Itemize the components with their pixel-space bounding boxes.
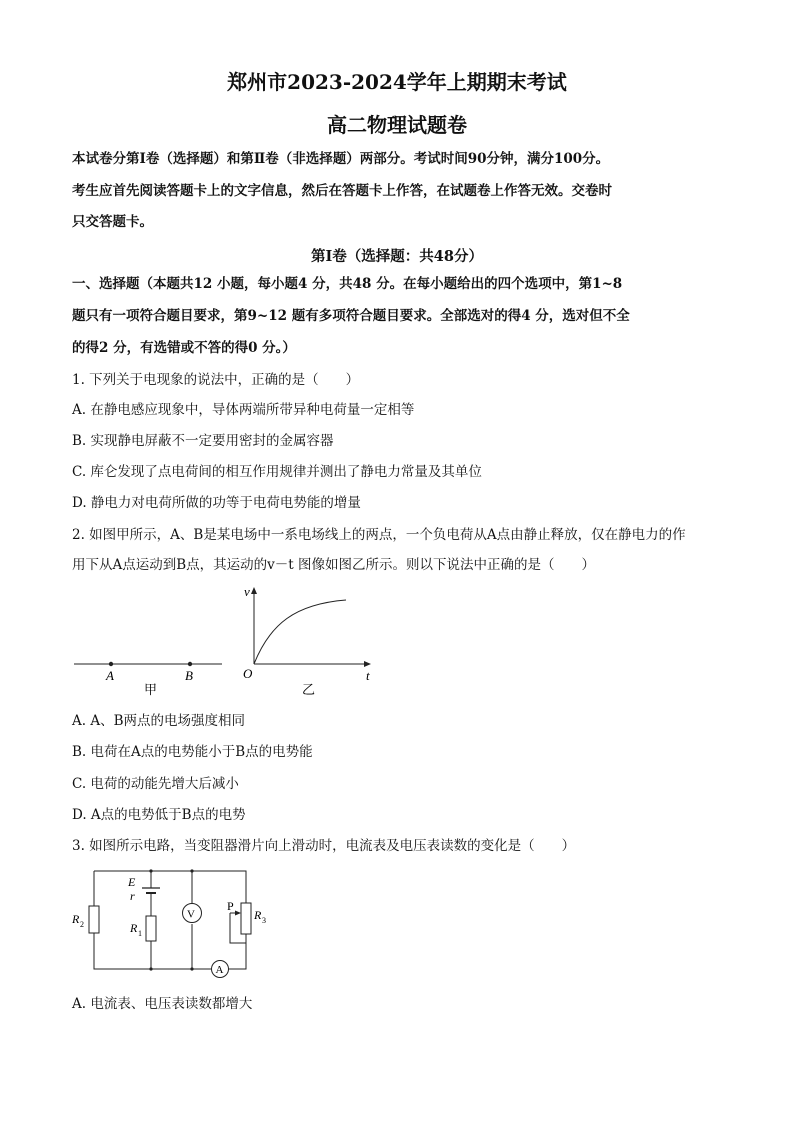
slider-p-label: P [227,899,234,913]
slider-arrow [235,911,241,916]
circuit-top-wire [94,871,246,903]
q2-stem-2: 用下从A点运动到B点，其运动的v－t 图像如图乙所示。则以下说法中正确的是（ ） [72,557,596,573]
section-instruction-1: 一、选择题（本题共12 小题，每小题4 分，共48 分。在每小题给出的四个选项中，第1~8 [72,276,623,292]
q2-option-c: C. 电荷的动能先增大后减小 [72,776,239,792]
r2-subscript: 2 [80,920,84,929]
point-a-dot [109,662,113,666]
q1-option-c: C. 库仑发现了点电荷间的相互作用规律并测出了静电力常量及其单位 [72,464,482,480]
r1-subscript: 1 [138,929,142,938]
q3-circuit-figure [70,866,280,982]
internal-resistance-label: r [130,889,135,903]
resistor-r2 [89,906,99,933]
section-heading: 第Ⅰ卷（选择题：共48分） [311,248,483,265]
q2-stem-1: 2. 如图甲所示，A、B是某电场中一系电场线上的两点，一个负电荷从A点由静止释放，仅在静电力的作 [72,527,686,543]
q3-option-a: A. 电流表、电压表读数都增大 [72,996,253,1012]
point-b-dot [188,662,192,666]
section-instruction-3: 的得2 分，有选错或不答的得0 分。） [72,340,296,356]
intro-line-3: 只交答题卡。 [72,214,153,230]
emf-label: E [128,875,136,889]
junction-dot [190,869,193,872]
q1-stem: 1. 下列关于电现象的说法中，正确的是（ ） [72,372,360,388]
figure-yi-label: 乙 [302,682,316,697]
exam-subtitle: 高二物理试题卷 [327,113,467,137]
r2-label: R [72,912,80,926]
r3-label: R [254,908,262,922]
section-instruction-2: 题只有一项符合题目要求，第9~12 题有多项符合题目要求。全部选对的得4 分，选对但不全 [72,308,630,324]
q1-option-a: A. 在静电感应现象中，导体两端所带异种电荷量一定相等 [72,402,415,418]
ammeter-label: A [215,964,224,976]
junction-dot [149,869,152,872]
point-b-label: B [185,668,193,683]
v-axis-arrow [251,587,257,594]
q2-option-a: A. A、B两点的电场强度相同 [72,713,246,729]
q1-option-d: D. 静电力对电荷所做的功等于电荷电势能的增量 [72,495,361,511]
resistor-r3 [241,903,251,934]
q2-option-d: D. A点的电势低于B点的电势 [72,807,246,823]
figure-jia-label: 甲 [144,682,158,697]
q2-option-b: B. 电荷在A点的电势能小于B点的电势能 [72,744,313,760]
t-axis-arrow [364,661,371,667]
junction-dot [190,967,193,970]
q2-figure [70,584,380,702]
resistor-r1 [146,916,156,941]
v-axis-label: v [244,584,250,599]
voltmeter-label: V [187,908,195,921]
intro-line-2: 考生应首先阅读答题卡上的文字信息，然后在答题卡上作答，在试题卷上作答无效。交卷时 [72,183,612,199]
r1-label: R [130,921,138,935]
t-axis-label: t [366,668,370,683]
q1-option-b: B. 实现静电屏蔽不一定要用密封的金属容器 [72,433,334,449]
r3-subscript: 3 [262,916,266,925]
exam-title: 郑州市2023-2024学年上期期末考试 [227,70,567,94]
point-a-label: A [106,668,114,683]
intro-line-1: 本试卷分第Ⅰ卷（选择题）和第Ⅱ卷（非选择题）两部分。考试时间90分钟，满分100分。 [72,151,610,167]
vt-curve [254,600,346,664]
junction-dot [149,967,152,970]
origin-label: O [243,666,253,681]
circuit-right-bottom-wire [228,934,246,969]
q3-stem: 3. 如图所示电路，当变阻器滑片向上滑动时，电流表及电压表读数的变化是（ ） [72,838,576,854]
